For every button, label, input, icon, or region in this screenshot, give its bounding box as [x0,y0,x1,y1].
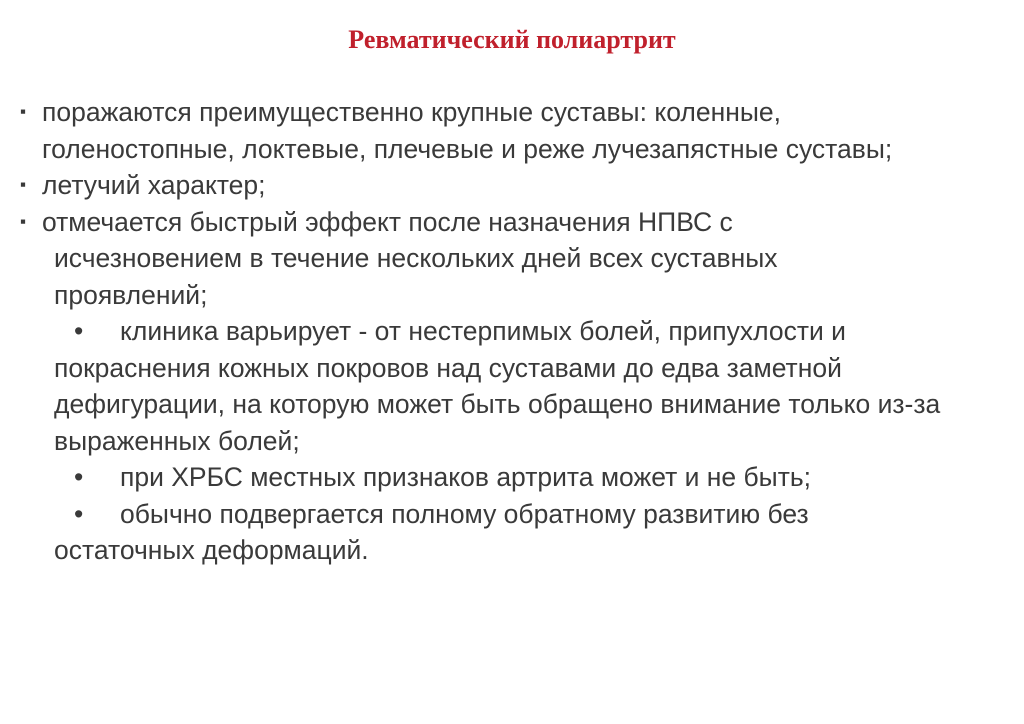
sub-item-first-line: клиника варьирует - от нестерпимых болей, припухлости и [120,316,846,346]
sub-list-item [18,496,1008,569]
sub-item-continuation: остаточных деформаций. [54,535,369,565]
list-item-text: поражаются преимущественно крупные суставы: коленные, голеностопные, локтевые, плечевые и реже лучезапястные суставы; [42,97,893,164]
list-item-first-line: отмечается быстрый эффект после назначения НПВС с [42,206,733,237]
dot-bullet-icon: • [74,316,84,346]
slide-title: Ревматический полиартрит [348,25,676,54]
sub-item-continuation: покраснения кожных покровов над суставами до едва заметной дефигурации, на которую может быть обращено внимание только из-за выраженных болей; [54,352,941,456]
list-item [18,167,1008,204]
dot-bullet-icon: • [74,498,84,529]
list-item-text: летучий характер; [42,170,266,200]
square-bullet-icon: ▪ [20,102,27,121]
list-item-continuation: исчезновением в течение нескольких дней всех суставных проявлений; [54,243,778,310]
square-bullet-icon: ▪ [20,211,27,231]
sub-list-item [18,313,1008,459]
list-item [18,94,1008,167]
sub-list-item [18,459,1008,496]
sub-item-first-line: обычно подвергается полному обратному развитию без [120,498,809,529]
sub-item-first-line: при ХРБС местных признаков артрита может и не быть; [120,462,812,492]
square-bullet-icon: ▪ [20,175,27,194]
slide-body [18,94,1008,569]
dot-bullet-icon: • [74,462,84,492]
list-item [18,204,1008,314]
